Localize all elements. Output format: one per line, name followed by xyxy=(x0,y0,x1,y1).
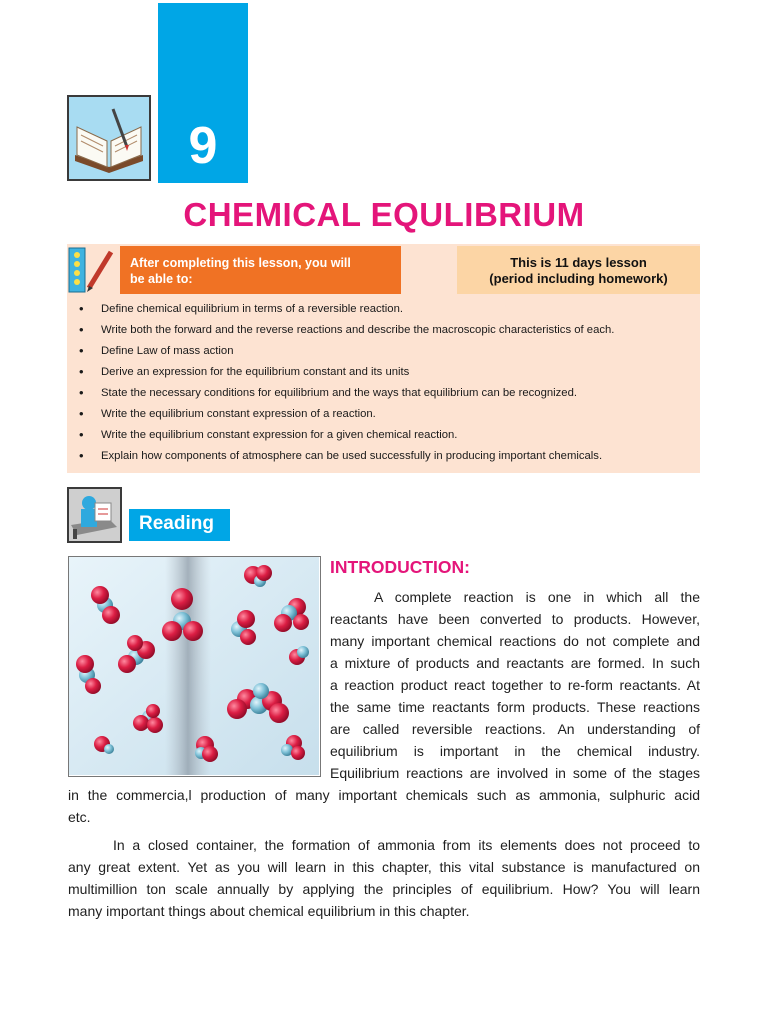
checklist-pencil-icon xyxy=(67,244,117,294)
intro-paragraph-2 xyxy=(68,834,700,922)
introduction-heading: INTRODUCTION: xyxy=(330,557,470,577)
text-line: In a closed container, the formation of ammonia from its elements does not proceed to xyxy=(113,837,700,853)
objectives-intro-line2: be able to: xyxy=(130,272,193,286)
molecules-illustration xyxy=(68,556,321,777)
text-line: equilibrium is important in the chemical industry. xyxy=(330,743,700,759)
text-line: a mixture of products and reactants are formed. In such xyxy=(330,655,700,671)
list-item: • Write both the forward and the reverse reactions and describe the macroscopic characteristics of each. xyxy=(75,320,695,341)
text-line: are called reversible reactions. An understanding of xyxy=(330,721,700,737)
list-item: • Write the equilibrium constant expression of a reaction. xyxy=(75,404,695,425)
text-line: in the commercia,l production of many important chemicals such as ammonia, sulphuric acid xyxy=(68,787,700,803)
duration-line2: (period including homework) xyxy=(489,271,668,286)
list-item: • Derive an expression for the equilibrium constant and its units xyxy=(75,362,695,383)
objectives-intro-line1: After completing this lesson, you will xyxy=(130,256,351,270)
text-line: reactants have been converted to products. However, xyxy=(330,611,700,627)
text-line: A complete reaction is one in which all the xyxy=(374,589,700,605)
chapter-number: 9 xyxy=(188,117,218,175)
text-line: a reaction product react together to re-form reactants. At xyxy=(330,677,700,693)
lesson-duration xyxy=(457,246,700,294)
duration-line1: This is 11 days lesson xyxy=(510,255,647,270)
reading-label: Reading xyxy=(129,509,230,541)
student-reading-icon xyxy=(67,487,122,543)
list-item: • Write the equilibrium constant expression for a given chemical reaction. xyxy=(75,425,695,446)
intro-paragraph-side xyxy=(330,586,700,784)
list-item: • State the necessary conditions for equilibrium and the ways that equilibrium can be recognized. xyxy=(75,383,695,404)
list-item: • Define chemical equilibrium in terms of a reversible reaction. xyxy=(75,299,695,320)
objectives-list xyxy=(75,299,695,467)
text-line: the same time reactants form products. These reactions xyxy=(330,699,700,715)
text-line: Equilibrium reactions are involved in some of the stages xyxy=(330,765,700,781)
text-line: many important chemical reactions do not complete and xyxy=(330,633,700,649)
intro-paragraph-full xyxy=(68,784,700,828)
list-item: • Explain how components of atmosphere can be used successfully in producing important chemicals. xyxy=(75,446,695,467)
text-line: many important things about chemical equilibrium in this chapter. xyxy=(68,903,470,919)
text-line: any great extent. Yet as you will learn in this chapter, this vital substance is manufactured on xyxy=(68,859,700,875)
open-book-icon xyxy=(67,95,151,181)
objectives-intro xyxy=(120,246,401,294)
text-line: multimillion ton scale annually by applying the principles of equilibrium. How? You will learn xyxy=(68,881,700,897)
chapter-title: CHEMICAL EQULIBRIUM xyxy=(183,196,585,233)
text-line: etc. xyxy=(68,809,91,825)
list-item: • Define Law of mass action xyxy=(75,341,695,362)
